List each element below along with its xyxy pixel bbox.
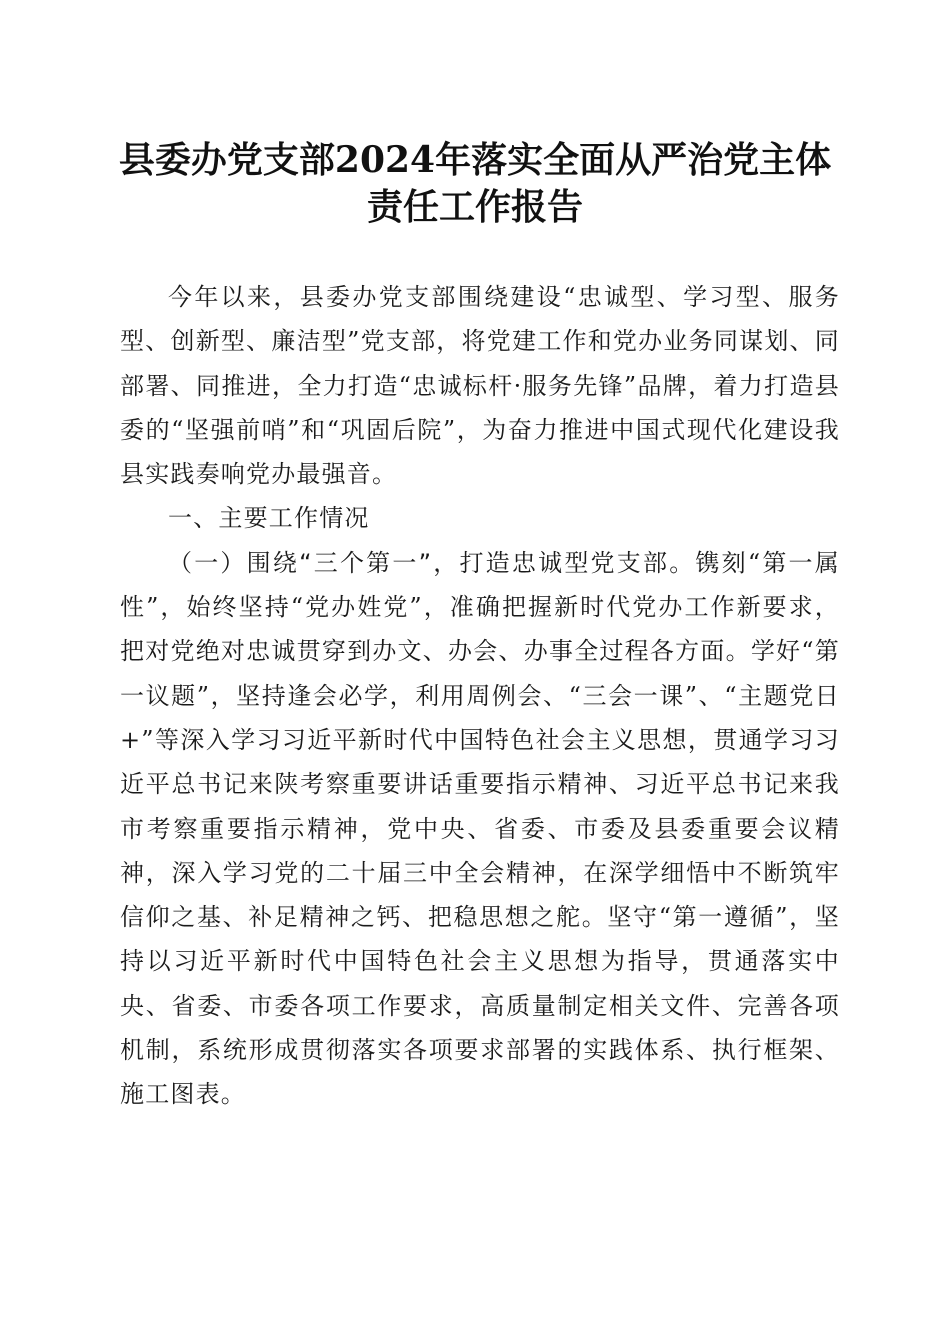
- document-title-line1: 县委办党支部2024年落实全面从严治党主体: [118, 139, 832, 181]
- document-title-line2: 责任工作报告: [366, 186, 583, 228]
- section-heading-1: 一、主要工作情况: [168, 504, 370, 533]
- document-body: [120, 275, 840, 1117]
- subsection-body-1: 镌刻“第一属性”，始终坚持“党办姓党”，准确把握新时代党办工作新要求，把对党绝对忠诚贯穿到办文、办会、办事全过程各方面。学好“第一议题”，坚持逢会必学，利用周例会、“三会一课”、“主题党日+”等深入学习习近平新时代中国特色社会主义思想，贯通学习习近平总书记来陕考察重要讲话重要指示精神、习近平总书记来我市考察重要指示精神，党中央、省委、市委及县委重要会议精神，深入学习党的二十届三中全会精神，在深学细悟中不断筑牢信仰之基、补足精神之钙、把稳思想之舵。坚守“第一遵循”，坚持以习近平新时代中国特色社会主义思想为指导，贯通落实中央、省委、市委各项工作要求，高质量制定相关文件、完善各项机制，系统形成贯彻落实各项要求部署的实践体系、执行框架、施工图表。: [120, 548, 840, 1109]
- subsection-lead-1: （一）围绕“三个第一”，打造忠诚型党支部。: [168, 548, 696, 577]
- intro-paragraph: 今年以来，县委办党支部围绕建设“忠诚型、学习型、服务型、创新型、廉洁型”党支部，将党建工作和党办业务同谋划、同部署、同推进，全力打造“忠诚标杆·服务先锋”品牌，着力打造县委的“坚强前哨”和“巩固后院”，为奋力推进中国式现代化建设我县实践奏响党办最强音。: [120, 283, 840, 489]
- subsection-paragraph-1: [120, 541, 840, 1117]
